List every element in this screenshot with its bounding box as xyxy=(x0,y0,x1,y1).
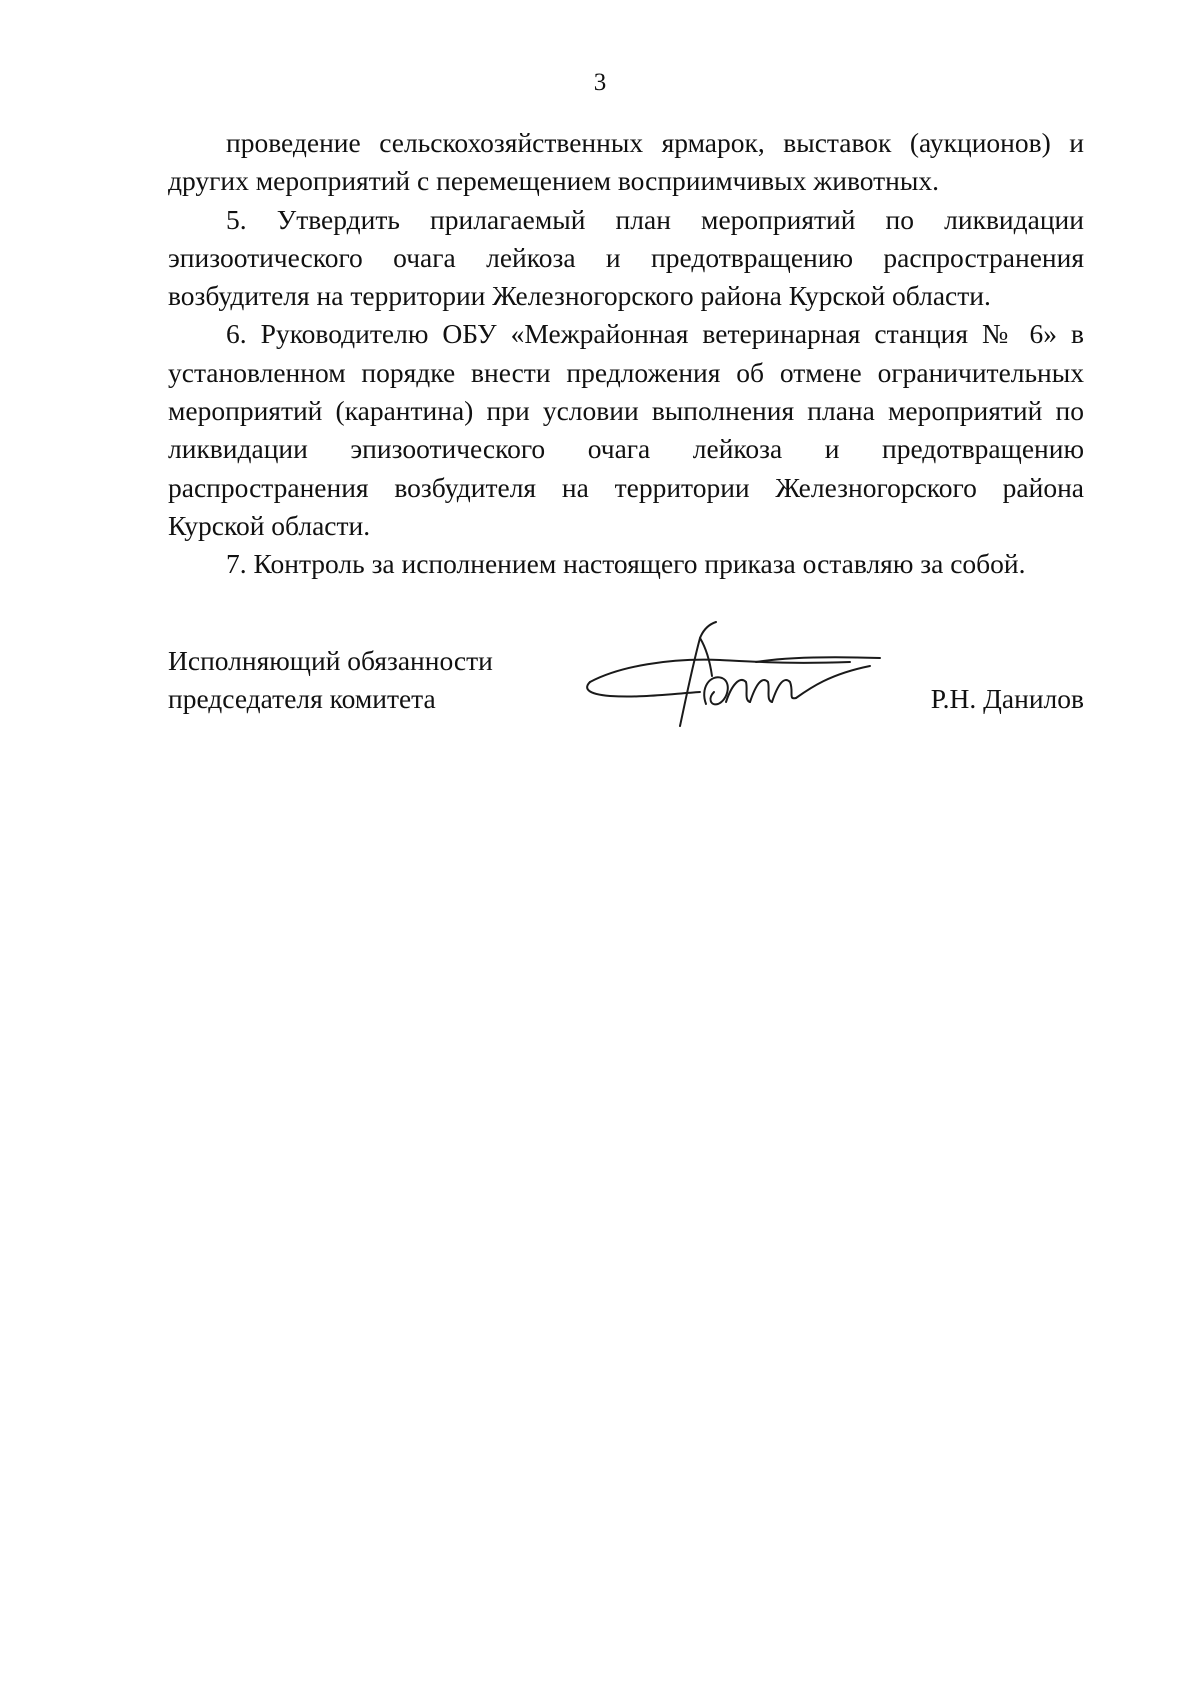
paragraph-continuation: проведение сельскохозяйственных ярмарок, выставок (аукционов) и других мероприятий с перемещением восприимчивых животных. xyxy=(168,127,1084,197)
signatory-name: Р.Н. Данилов xyxy=(930,683,1084,714)
handwritten-signature xyxy=(550,618,890,730)
signatory-position-line-1: Исполняющий обязанности xyxy=(168,645,493,676)
paragraph-item-6: 6. Руководителю ОБУ «Межрайонная ветеринарная станция № 6» в установленном порядке внести предложения об отмене ограничительных мероприятий (карантина) при условии выполнения плана мероприятий по ликвидации эпизоотического очага лейкоза и предотвращению распространения возбудителя на территории Железногорского района Курской области. xyxy=(168,318,1084,541)
signature-block xyxy=(168,642,1084,752)
document-body xyxy=(168,124,1084,584)
page-number: 3 xyxy=(593,69,607,96)
signatory-position xyxy=(168,642,528,718)
signatory-position-line-2: председателя комитета xyxy=(168,683,436,714)
paragraph-item-5: 5. Утвердить прилагаемый план мероприятий по ликвидации эпизоотического очага лейкоза и предотвращению распространения возбудителя на территории Железногорского района Курской области. xyxy=(168,203,1084,312)
paragraph-item-7: 7. Контроль за исполнением настоящего приказа оставляю за собой. xyxy=(226,548,1026,580)
